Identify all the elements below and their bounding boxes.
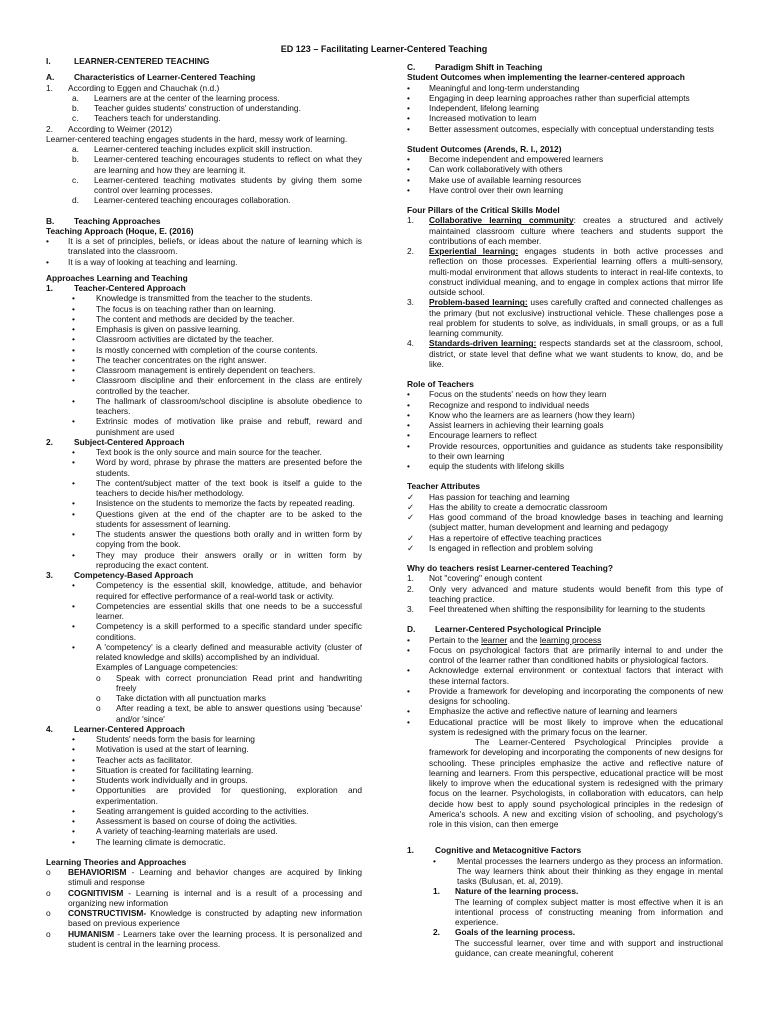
list-item: ✓ Has passion for teaching and learning bbox=[407, 491, 570, 502]
list-item: 2. Goals of the learning process. bbox=[433, 927, 576, 938]
list-item: • A variety of teaching-learning materials are used. bbox=[72, 826, 278, 837]
list-item: • The hallmark of classroom/school discipline is absolute obedience to teachers. bbox=[72, 395, 362, 416]
list-item: • Students work individually and in groups. bbox=[72, 775, 248, 785]
list-item: d. Learner-centered teaching encourages collaboration. bbox=[72, 195, 291, 206]
list-item: • Educational practice will be most likely to improve when the educational system is redesigned with the primary focus on the learner. bbox=[407, 716, 723, 737]
approach-heading: 4. Learner-Centered Approach bbox=[46, 723, 185, 734]
list-item: c. Learner-centered teaching motivates students by giving them some control over learning processes. bbox=[72, 174, 362, 195]
section-heading-teaching-approaches: B. Teaching Approaches bbox=[46, 215, 161, 226]
list-item: o CONSTRUCTIVISM- Knowledge is constructed by adapting new information based on previous experience bbox=[46, 908, 362, 929]
list-item: • Pertain to the learner and the learning process bbox=[407, 634, 602, 645]
list-item: • Questions given at the end of the chapter are to be asked to the students for assessment of learning. bbox=[72, 508, 362, 529]
list-item: • Assessment is based on course of doing the activities. bbox=[72, 816, 298, 826]
list-item: • Know who the learners are as learners (how they learn) bbox=[407, 409, 635, 420]
list-item: c. Teachers teach for understanding. bbox=[72, 113, 221, 124]
section-heading-learner-centered: I. LEARNER-CENTERED TEACHING bbox=[46, 56, 210, 66]
list-item: 1. According to Eggen and Chauchak (n.d.) bbox=[46, 82, 220, 93]
list-item: • Students' needs form the basis for learning bbox=[72, 734, 255, 744]
list-item: ✓ Has the ability to create a democratic classroom bbox=[407, 501, 608, 512]
list-item: ✓ Is engaged in reflection and problem solving bbox=[407, 542, 593, 553]
list-item: 1. Not "covering" enough content bbox=[407, 573, 543, 584]
list-item: 2. Experiential learning: engages students in both active processes and reflection on those processes. Experiential learning offers a multi-sensory, multi-modal environment that allows students to interact in real-life contexts, to construct individual meaning, and to engage in complex actions that mirror life outside school. bbox=[407, 246, 724, 297]
list-item: o After reading a text, be able to answer questions using 'because' and/or 'since' bbox=[96, 703, 362, 724]
list-item: • Competencies are essential skills that one needs to be a successful learner. bbox=[72, 600, 362, 621]
list-item: • Competency is a skill performed to a specific standard under specific conditions. bbox=[72, 621, 362, 642]
paragraph: The learning of complex subject matter is most effective when it is an intentional process of constructing meaning from information and experience. bbox=[455, 896, 723, 927]
list-item: 1. Nature of the learning process. bbox=[433, 886, 579, 897]
list-item: • Encourage learners to reflect bbox=[407, 430, 537, 441]
list-item: • Recognize and respond to individual needs bbox=[407, 399, 590, 410]
list-item: • Insistence on the students to memorize the facts by repeated reading. bbox=[72, 498, 355, 509]
list-item: • Knowledge is transmitted from the teacher to the students. bbox=[72, 293, 313, 304]
list-item: a. Learner-centered teaching includes explicit skill instruction. bbox=[72, 144, 313, 154]
list-item: • Emphasis is given on passive learning. bbox=[72, 324, 241, 334]
list-item: 2. Only very advanced and mature students would benefit from this type of teaching practice. bbox=[407, 583, 723, 604]
list-item: • Situation is created for facilitating learning. bbox=[72, 764, 254, 775]
list-item: • It is a way of looking at teaching and learning. bbox=[46, 256, 238, 267]
list-item: • Classroom activities are dictated by the teacher. bbox=[72, 334, 274, 345]
list-item: • Extrinsic modes of motivation like praise and rebuff, reward and punishment are used bbox=[72, 416, 362, 437]
list-item: • Teacher acts as facilitator. bbox=[72, 754, 193, 765]
list-item: • Text book is the only source and main source for the teacher. bbox=[72, 447, 322, 457]
paragraph: The successful learner, over time and with support and instructional guidance, can create meaningful, coherent bbox=[455, 937, 723, 958]
list-item: • Better assessment outcomes, especially with conceptual understanding tests bbox=[407, 123, 714, 134]
section-heading-paradigm: C. Paradigm Shift in Teaching bbox=[407, 62, 543, 72]
list-item: • The content and methods are decided by the teacher. bbox=[72, 313, 295, 324]
paragraph: The Learner-Centered Psychological Principles provide a framework for developing and incorporating the components of new designs for schooling. These principles emphasize the active and reflective nature of learning and learners. From this perspective, educational practice will be most likely to improve when the educational system is redesigned with the primary focus on the learner. Psychologists, in collaboration with educators, can help decide how best to apply sound psychological principles in the redesign of America's schools. A new and exciting vision of schooling, and psychology's role in this vision, can then emerge bbox=[429, 737, 723, 829]
list-item: • Seating arrangement is guided according to the activities. bbox=[72, 805, 309, 816]
subheading: Teacher Attributes bbox=[407, 481, 481, 492]
list-item: o COGNITIVISM - Learning is internal and is a result of a processing and organizing new information bbox=[46, 887, 362, 908]
list-item: • Assist learners in achieving their learning goals bbox=[407, 420, 604, 430]
list-item: • Motivation is used at the start of learning. bbox=[72, 744, 249, 755]
approach-heading: 3. Competency-Based Approach bbox=[46, 570, 194, 580]
list-item: 1. Collaborative learning community: creates a structured and actively maintained classroom culture where teachers and students support the contributions of each member. bbox=[407, 215, 723, 246]
subheading: Student Outcomes when implementing the learner-centered approach bbox=[407, 72, 685, 83]
list-item: • The students answer the questions both orally and in written form by copying from the book. bbox=[72, 529, 362, 550]
list-item: • Focus on the students' needs on how they learn bbox=[407, 389, 607, 400]
list-item: • Acknowledge external environment or contextual factors that interact with these internal factors. bbox=[407, 665, 723, 686]
list-item: • Mental processes the learners undergo as they process an information. The way learners think about their thinking as they engage in mental tasks (Bulusan, et. al, 2019). bbox=[433, 855, 723, 886]
list-item: o Speak with correct pronunciation Read print and handwriting freely bbox=[96, 672, 362, 693]
list-item: • Provide a framework for developing and incorporating the components of new designs for schooling. bbox=[407, 685, 723, 706]
subheading: Why do teachers resist Learner-centered Teaching? bbox=[407, 563, 614, 573]
list-item: • Increased motivation to learn bbox=[407, 113, 537, 124]
list-item: a. Learners are at the center of the learning process. bbox=[72, 92, 280, 103]
list-item: • Provide resources, opportunities and guidance as students take responsibility to their own learning bbox=[407, 440, 723, 461]
list-item: 3. Problem-based learning: uses carefully crafted and connected challenges as the primary (but not exclusive) instructional vehicle. These challenges pose a real problem for students to solve, as individuals, in small groups, or as a full learning community. bbox=[407, 297, 723, 338]
left-column bbox=[46, 56, 362, 949]
list-item: ✓ Has a repertoire of effective teaching practices bbox=[407, 532, 602, 543]
list-item: • The content/subject matter of the text book is itself a guide to the teachers to decide his/her methodology. bbox=[72, 477, 362, 498]
list-item: • Classroom management is entirely dependent on teachers. bbox=[72, 365, 316, 375]
subheading: Teaching Approach (Hoque, E. (2016) bbox=[46, 225, 194, 236]
right-column bbox=[407, 62, 723, 958]
list-item: • Competency is the essential skill, knowledge, attitude, and behavior required for effective performance of a real-world task or activity. bbox=[72, 580, 362, 601]
subheading: Learning Theories and Approaches bbox=[46, 856, 187, 867]
list-item: • Is mostly concerned with completion of the course contents. bbox=[72, 344, 318, 355]
list-item: • Have control over their own learning bbox=[407, 184, 564, 195]
list-item: • Word by word, phrase by phrase the matters are presented before the students. bbox=[72, 457, 362, 478]
list-item: • equip the students with lifelong skills bbox=[407, 461, 565, 471]
list-item: • Make use of available learning resources bbox=[407, 174, 582, 185]
list-item: • A 'competency' is a clearly defined and measurable activity (cluster of related knowledge and skills) accomplished by an individual. bbox=[72, 641, 362, 662]
list-item: • Focus on psychological factors that are primarily internal to and under the control of the learner rather than conditioned habits or physiological factors. bbox=[407, 644, 723, 665]
list-item: 4. Standards-driven learning: respects standards set at the classroom, school, district, or state level that define what we want students to know, do, and be like. bbox=[407, 338, 723, 369]
list-item: ✓ Has good command of the broad knowledge bases in teaching and learning (subject matter, human development and learning and pedagogy bbox=[407, 512, 723, 533]
list-item: • The teacher concentrates on the right answer. bbox=[72, 354, 267, 365]
page-title: ED 123 – Facilitating Learner-Centered Teaching bbox=[280, 44, 488, 54]
list-item: • The learning climate is democratic. bbox=[72, 836, 226, 847]
section-heading-cognitive: 1. Cognitive and Metacognitive Factors bbox=[407, 845, 582, 856]
list-item: • Become independent and empowered learners bbox=[407, 154, 604, 164]
list-item: • Meaningful and long-term understanding bbox=[407, 82, 580, 93]
list-item: • Opportunities are provided for questioning, exploration and experimentation. bbox=[72, 785, 362, 806]
list-item: • It is a set of principles, beliefs, or ideas about the nature of learning which is translated into the classroom. bbox=[46, 236, 362, 257]
subheading: Four Pillars of the Critical Skills Model bbox=[407, 205, 560, 215]
subheading: Student Outcomes (Arends, R. I., 2012) bbox=[407, 143, 562, 154]
list-item: • Independent, lifelong learning bbox=[407, 103, 539, 113]
approach-heading: 1. Teacher-Centered Approach bbox=[46, 283, 186, 293]
paragraph: Examples of Language competencies: bbox=[96, 662, 238, 673]
list-item: o HUMANISM - Learners take over the learning process. It is personalized and student is central in the learning process. bbox=[46, 928, 362, 949]
section-heading-psych-principle: D. Learner-Centered Psychological Principle bbox=[407, 624, 602, 635]
list-item: o Take dictation with all punctuation marks bbox=[96, 693, 266, 703]
list-item: b. Learner-centered teaching encourages students to reflect on what they are learning and how they are learning it. bbox=[72, 154, 362, 175]
section-heading-characteristics: A. Characteristics of Learner-Centered Teaching bbox=[46, 72, 256, 83]
list-item: • Can work collaboratively with others bbox=[407, 164, 563, 175]
paragraph: Learner-centered teaching engages students in the hard, messy work of learning. bbox=[46, 133, 348, 144]
list-item: • Emphasize the active and reflective nature of learning and learners bbox=[407, 706, 678, 717]
list-item: b. Teacher guides students' construction of understanding. bbox=[72, 103, 301, 113]
list-item: 3. Feel threatened when shifting the responsibility for learning to the students bbox=[407, 604, 706, 614]
list-item: • Engaging in deep learning approaches rather than superficial attempts bbox=[407, 92, 690, 103]
list-item: 2. According to Weimer (2012) bbox=[46, 123, 173, 134]
subheading: Approaches Learning and Teaching bbox=[46, 272, 188, 283]
approach-heading: 2. Subject-Centered Approach bbox=[46, 436, 185, 447]
list-item: o BEHAVIORISM - Learning and behavior changes are acquired by linking stimuli and response bbox=[46, 867, 362, 888]
list-item: • They may produce their answers orally or in written form by reproducing the exact content. bbox=[72, 549, 362, 570]
subheading: Role of Teachers bbox=[407, 379, 474, 389]
list-item: • The focus is on teaching rather than on learning. bbox=[72, 303, 276, 314]
list-item: • Classroom discipline and their enforcement in the class are entirely controlled by the teacher. bbox=[72, 375, 362, 396]
